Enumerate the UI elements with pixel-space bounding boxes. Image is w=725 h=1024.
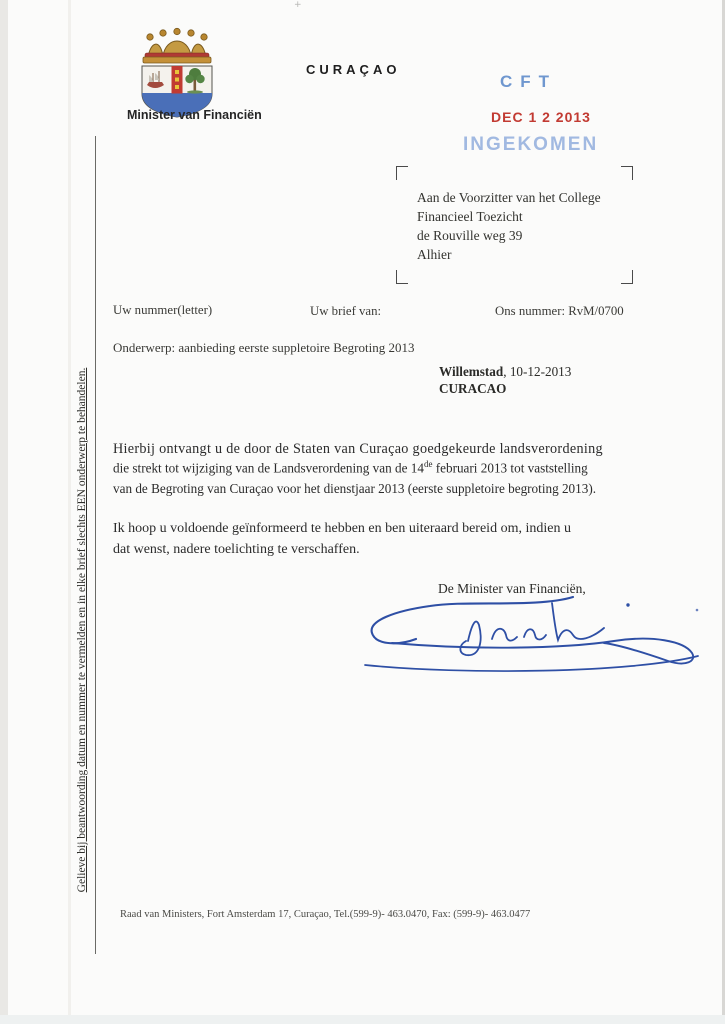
- your-number-label: Uw nummer(letter): [113, 303, 213, 317]
- paragraph1-line3: van de Begroting van Curaçao voor het dienstjaar 2013 (eerste suppletoire begroting 2013).: [113, 480, 597, 496]
- address-window-corner-bottom-right: [621, 270, 633, 284]
- recipient-line: Financieel Toezicht: [417, 209, 523, 225]
- recipient-line: de Rouville weg 39: [417, 228, 523, 244]
- your-letter-label: Uw brief van:: [310, 304, 382, 318]
- paragraph1-line2: [113, 458, 665, 479]
- dateline-city: Willemstad: [439, 364, 504, 379]
- recipient-line: Aan de Voorzitter van het College: [417, 190, 601, 205]
- country-title: CURAÇAO: [306, 62, 401, 77]
- sidebar-instruction-note: Gelieve bij beantwoording datum en nummer te vermelden en in elke brief slechts EEN onderwerp te behandelen.: [76, 367, 88, 893]
- dateline-city-date: [439, 363, 571, 380]
- dateline: [439, 363, 571, 397]
- address-window-corner-bottom-left: [396, 270, 408, 284]
- paragraph2-line2: dat wenst, nadere toelichting te verschaffen.: [113, 542, 360, 558]
- signature-strokes: [365, 597, 698, 671]
- curacao-coat-of-arms-icon: [128, 26, 228, 118]
- scan-streak: [68, 0, 71, 1024]
- dateline-country: CURACAO: [439, 381, 507, 397]
- subject-line: Onderwerp: aanbieding eerste suppletoire Begroting 2013: [113, 340, 415, 355]
- paragraph1-line1: Hierbij ontvangt u de door de Staten van Curaçao goedgekeurde landsverordening: [113, 441, 603, 457]
- stamp-date-text: DEC 1 2 2013: [491, 109, 591, 125]
- closing-salutation: De Minister van Financiën,: [438, 581, 586, 596]
- recipient-line: Alhier: [417, 247, 452, 263]
- paragraph2-line1: Ik hoop u voldoende geïnformeerd te hebben en ben uiteraard bereid om, indien u: [113, 521, 571, 537]
- minister-signature: [352, 583, 702, 678]
- scan-edge-left: [0, 0, 8, 1024]
- stamp-ingekomen-text: INGEKOMEN: [463, 134, 599, 155]
- stamp-cft-text: CFT: [500, 72, 558, 91]
- recipient-address: [417, 188, 601, 265]
- crown-icon: [143, 28, 211, 63]
- letter-body: [113, 441, 665, 560]
- scan-edge-bottom: [0, 1015, 725, 1024]
- address-window-corner-top-left: [396, 166, 408, 180]
- sidebar-vertical-rule: [95, 136, 96, 954]
- paragraph1-line2a: die strekt tot wijziging van de Landsverordening van de 14: [113, 460, 424, 476]
- footer-contact-line: Raad van Ministers, Fort Amsterdam 17, Curaçao, Tel.(599-9)- 463.0470, Fax: (599-9)- 463.0477: [120, 909, 531, 920]
- paragraph2: [113, 518, 665, 560]
- dateline-date: , 10-12-2013: [503, 364, 572, 379]
- our-number-label: Ons nummer: RvM/0700: [495, 304, 624, 318]
- registration-mark: +: [294, 0, 302, 10]
- ordinal-suffix: de: [423, 459, 433, 469]
- paragraph1-line2b: februari 2013 tot vaststelling: [432, 460, 588, 476]
- ministry-title: Minister van Financiën: [127, 108, 262, 122]
- address-window-corner-top-right: [621, 166, 633, 180]
